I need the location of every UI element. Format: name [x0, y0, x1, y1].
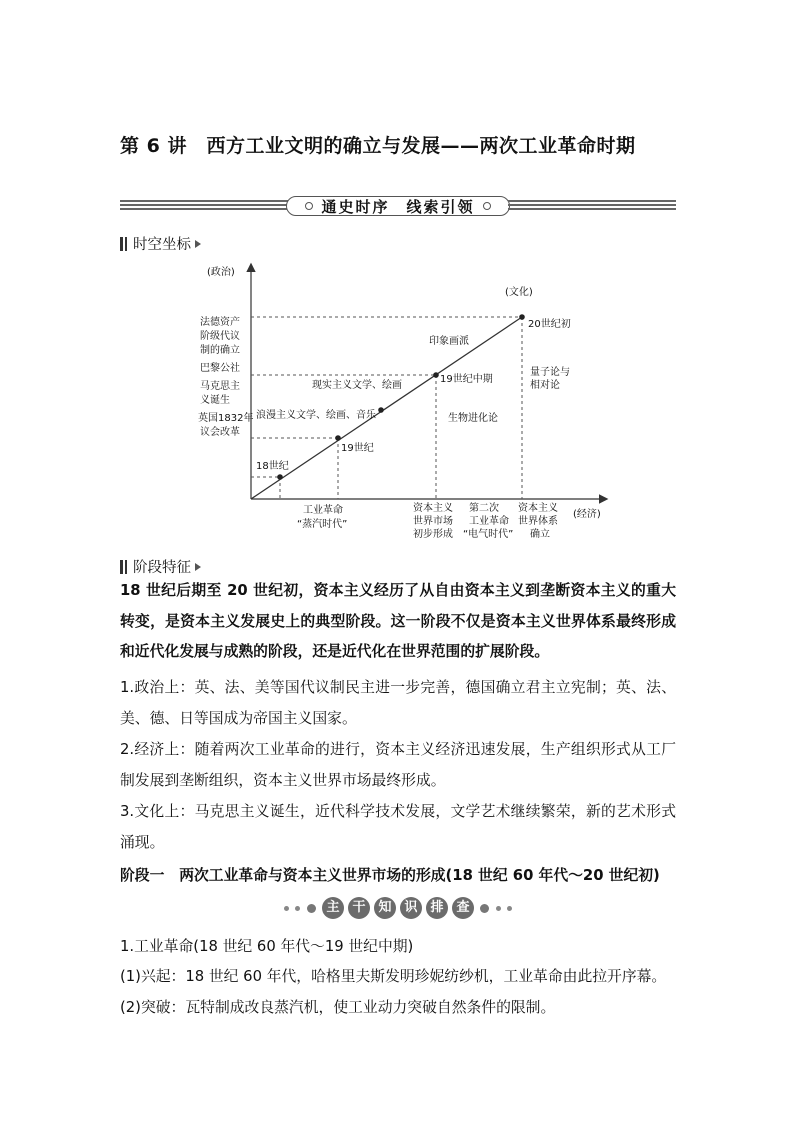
banner-char: 识	[400, 897, 422, 919]
banner-left-lines	[120, 200, 288, 214]
economy-label: “蒸汽时代”	[297, 519, 348, 530]
dot-icon	[496, 906, 501, 911]
bar-marker-icon	[120, 237, 123, 251]
politics-label: 议会改革	[200, 427, 240, 438]
stage-title: 阶段一 两次工业革命与资本主义世界市场的形成(18 世纪 60 年代～20 世纪初)	[120, 867, 660, 884]
point-mid	[378, 407, 384, 413]
section-banner	[120, 196, 676, 218]
politics-label: 制的确立	[200, 345, 240, 356]
trend-line	[251, 317, 522, 499]
dot-icon	[284, 906, 289, 911]
economy-label: 确立	[530, 529, 550, 540]
bar-marker-icon	[125, 237, 127, 251]
banner-char: 查	[452, 897, 474, 919]
circle-icon	[483, 202, 491, 210]
triangle-right-icon	[195, 240, 201, 248]
politics-label: 法德资产	[200, 317, 240, 328]
banner-char: 主	[322, 897, 344, 919]
content-item: (1)兴起：18 世纪 60 年代，哈格里夫斯发明珍妮纺纱机，工业革命由此拉开序幕。	[120, 968, 667, 985]
section-heading-features	[120, 556, 201, 577]
politics-label: 马克思主	[200, 381, 240, 392]
bar-marker-icon	[125, 560, 127, 574]
timeline-points	[277, 314, 525, 480]
point-18th-century	[277, 474, 283, 480]
culture-item: 量子论与	[530, 367, 570, 378]
feature-item: 3.文化上：马克思主义诞生，近代科学技术发展，文学艺术继续繁荣，新的艺术形式涌现。	[120, 803, 676, 851]
time-point-label: 19世纪	[341, 443, 374, 454]
time-point-label: 18世纪	[256, 461, 289, 472]
politics-label: 英国1832年	[198, 413, 254, 424]
banner-char: 干	[348, 897, 370, 919]
x-axis-label: (经济)	[573, 509, 601, 520]
banner-label: 通史时序 线索引领	[321, 197, 475, 216]
economy-label: 初步形成	[413, 529, 453, 540]
culture-label: (文化)	[505, 287, 533, 298]
culture-item: 生物进化论	[448, 413, 498, 424]
economy-label: 世界市场	[413, 516, 453, 527]
feature-item: 1.政治上：英、法、美等国代议制民主进一步完善，德国确立君主立宪制；英、法、美、德、日等国成为帝国主义国家。	[120, 679, 676, 727]
time-point-label: 20世纪初	[528, 319, 571, 330]
culture-item: 印象画派	[429, 336, 469, 347]
page-title: 第 6 讲 西方工业文明的确立与发展——两次工业革命时期	[120, 135, 636, 157]
economy-label: 工业革命	[303, 505, 343, 516]
culture-item: 相对论	[530, 380, 560, 391]
culture-item: 浪漫主义文学、绘画、音乐	[256, 410, 376, 421]
subsection-banner	[120, 897, 676, 919]
economy-label: 世界体系	[518, 516, 558, 527]
economy-label: 第二次	[469, 503, 499, 514]
economy-label: 资本主义	[518, 503, 558, 514]
feature-item: 2.经济上：随着两次工业革命的进行，资本主义经济迅速发展，生产组织形式从工厂制发展到垄断组织，资本主义世界市场最终形成。	[120, 741, 676, 789]
banner-right-lines	[508, 200, 676, 214]
politics-label: 义诞生	[200, 395, 230, 406]
section-heading-timeline	[120, 233, 201, 254]
section-label: 阶段特征	[133, 560, 191, 576]
politics-label: 巴黎公社	[200, 363, 240, 374]
dot-icon	[480, 904, 489, 913]
section-label: 时空坐标	[133, 237, 191, 253]
content-item: 1.工业革命(18 世纪 60 年代～19 世纪中期)	[120, 938, 414, 955]
y-axis-label: (政治)	[207, 267, 235, 278]
circle-icon	[305, 202, 313, 210]
economy-label: 资本主义	[413, 503, 453, 514]
time-point-label: 19世纪中期	[440, 374, 493, 385]
politics-label: 阶级代议	[200, 331, 240, 342]
banner-pill	[286, 196, 510, 216]
economy-label: 工业革命	[469, 516, 509, 527]
content-item: (2)突破：瓦特制成改良蒸汽机，使工业动力突破自然条件的限制。	[120, 999, 556, 1016]
culture-item: 现实主义文学、绘画	[312, 380, 402, 391]
dot-icon	[507, 906, 512, 911]
bar-marker-icon	[120, 560, 123, 574]
banner-char: 排	[426, 897, 448, 919]
economy-label: “电气时代”	[463, 529, 514, 540]
timeline-diagram	[0, 255, 794, 545]
point-20th-century	[519, 314, 525, 320]
triangle-right-icon	[195, 563, 201, 571]
features-intro: 18 世纪后期至 20 世纪初，资本主义经历了从自由资本主义到垄断资本主义的重大转变，是资本主义发展史上的典型阶段。这一阶段不仅是资本主义世界体系最终形成和近代化发展与成熟的阶段，还是近代化在世界范围的扩展阶段。	[120, 582, 676, 660]
dot-icon	[295, 906, 300, 911]
banner-char: 知	[374, 897, 396, 919]
point-19th-century	[335, 435, 341, 441]
dot-icon	[307, 904, 316, 913]
point-mid-19th	[433, 372, 439, 378]
